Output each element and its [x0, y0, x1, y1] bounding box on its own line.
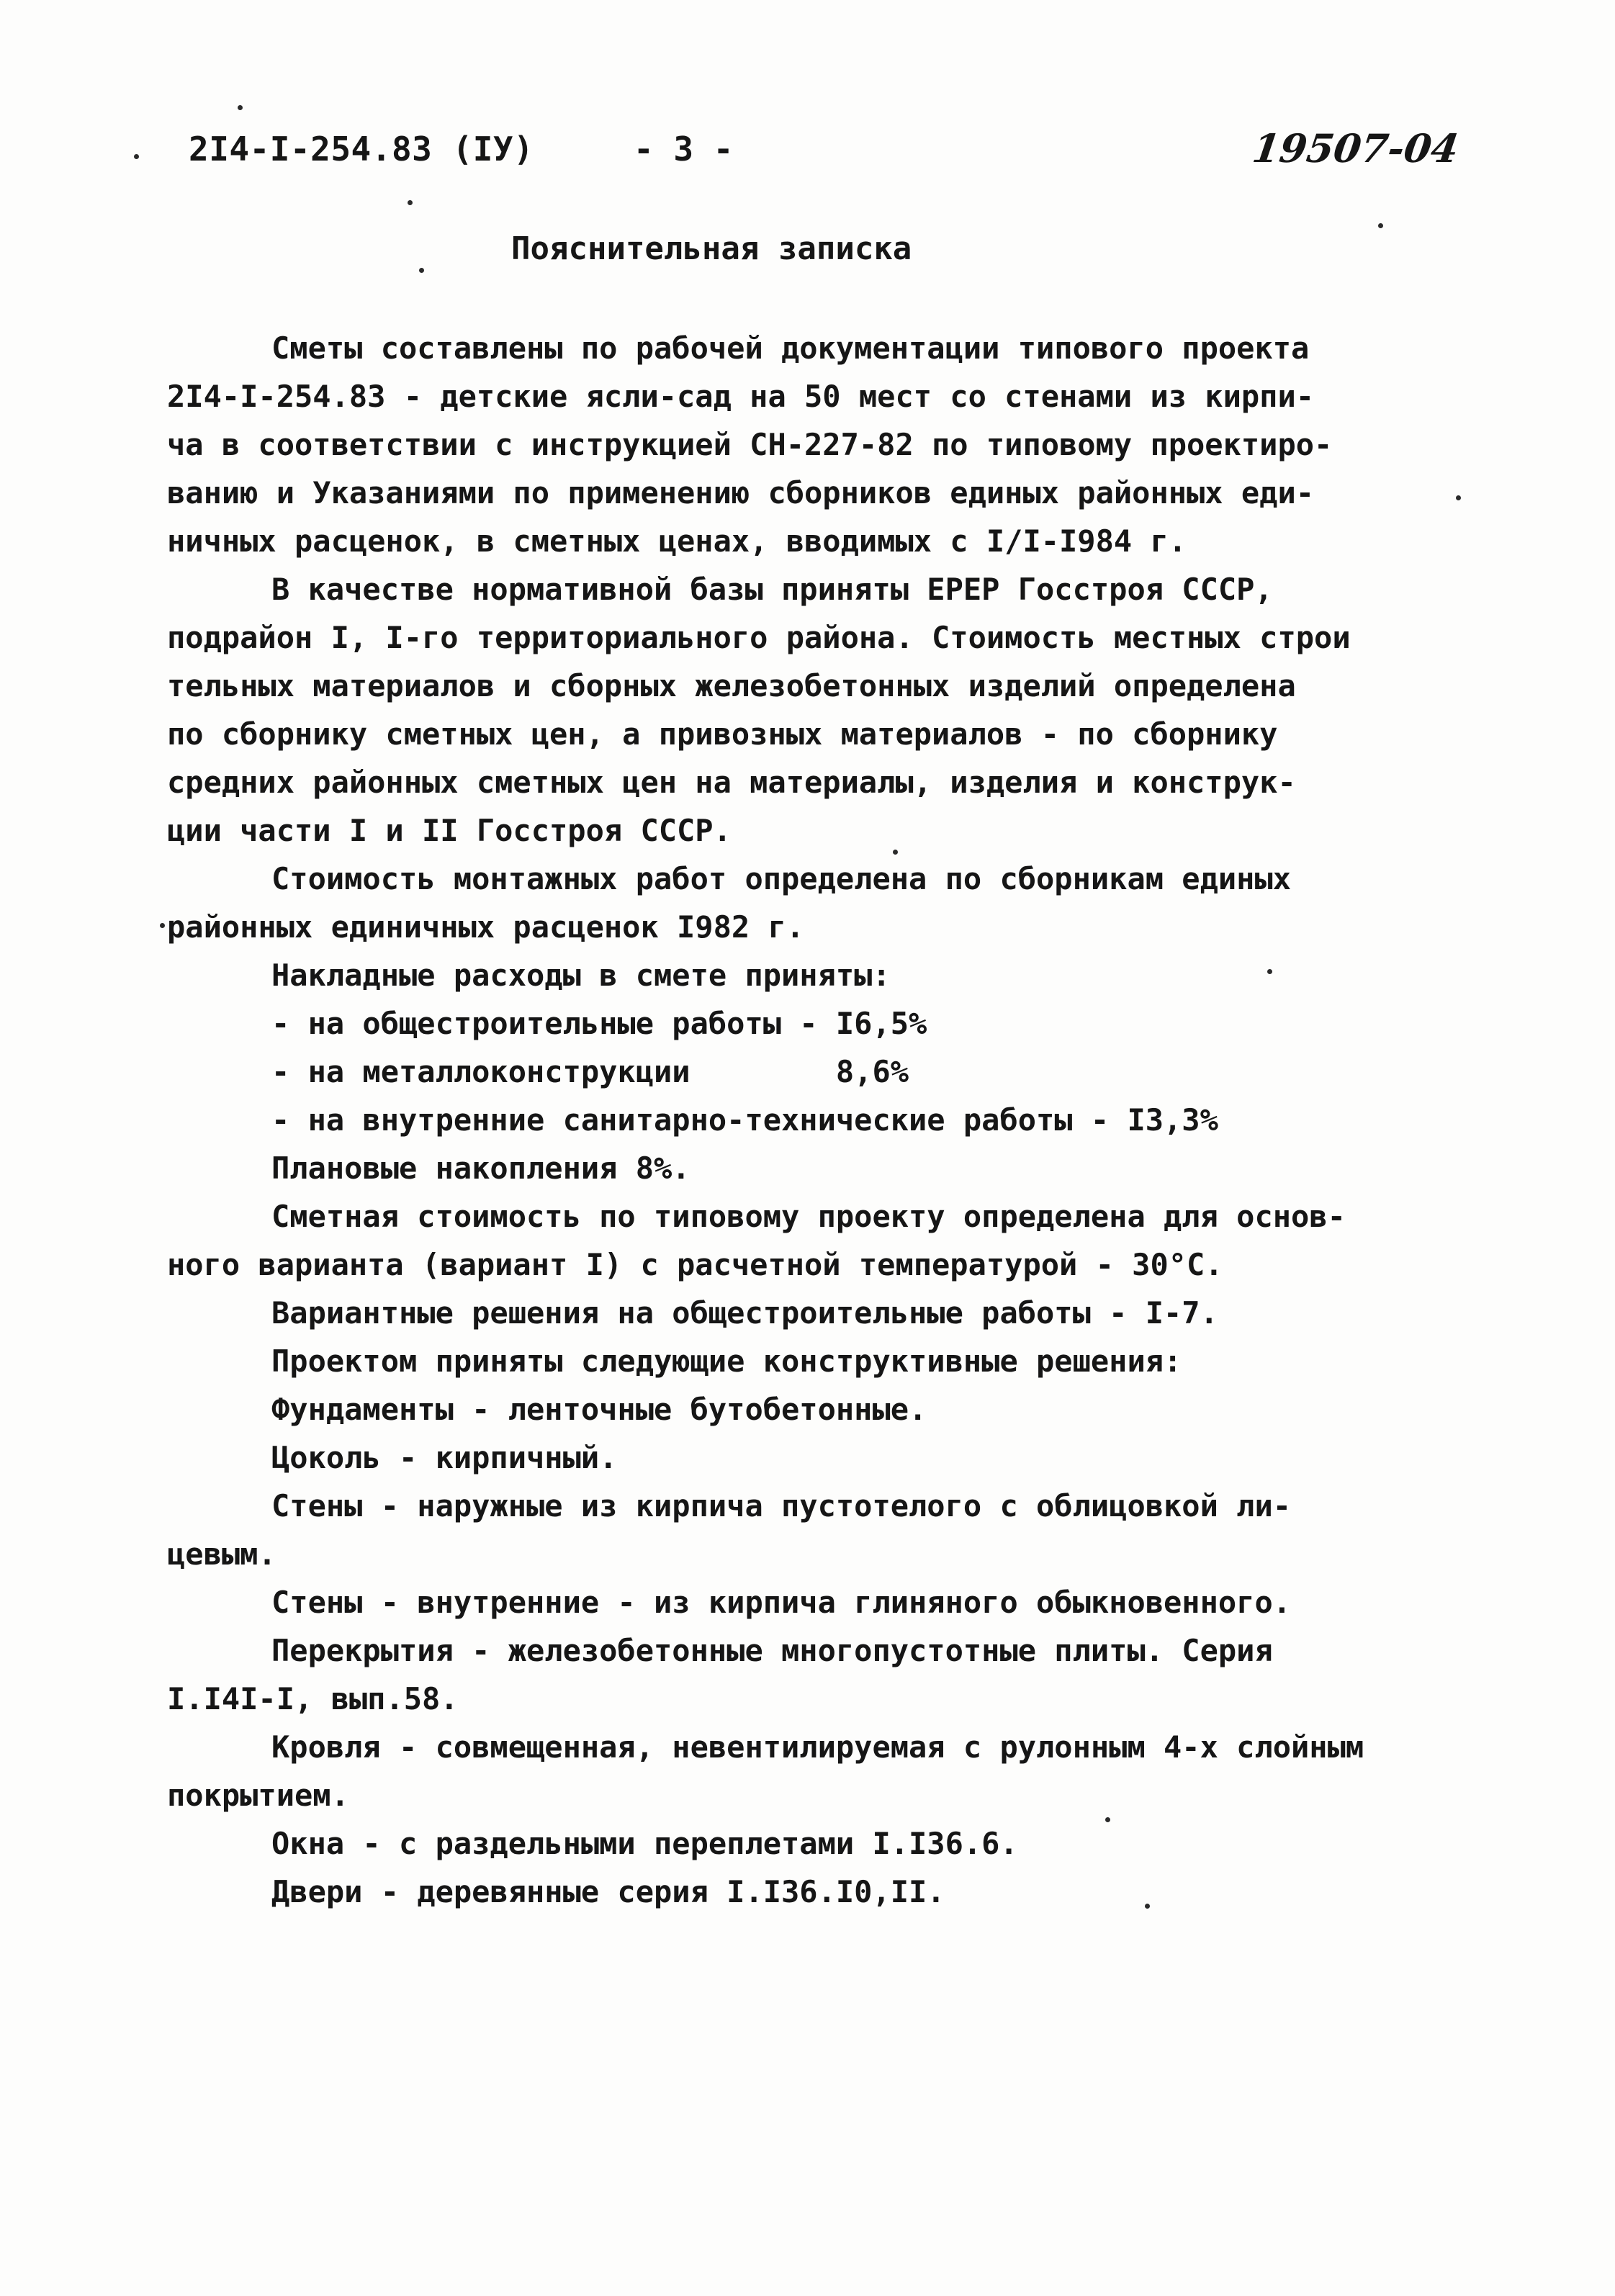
page-number: - 3 -	[634, 130, 734, 168]
scan-speck	[238, 105, 243, 110]
text-line: цевым.	[167, 1536, 276, 1572]
text-line: ничных расценок, в сметных ценах, вводимых с I/I-I984 г.	[167, 523, 1187, 559]
text-line: Стоимость монтажных работ определена по сборникам единых	[271, 861, 1292, 896]
text-line: Двери - деревянные серия I.I36.I0,II.	[271, 1874, 945, 1909]
text-line: ванию и Указаниями по применению сборников единых районных еди-	[167, 475, 1315, 510]
scan-speck	[408, 200, 413, 205]
text-line: 2I4-I-254.83 - детские ясли-сад на 50 мест со стенами из кирпи-	[167, 379, 1315, 414]
scan-speck	[1145, 1904, 1150, 1909]
text-line: по сборнику сметных цен, а привозных материалов - по сборнику	[167, 716, 1278, 752]
scan-speck	[1378, 223, 1383, 228]
text-line: подрайон I, I-го территориального района. Стоимость местных строи	[167, 620, 1351, 655]
text-line: Окна - с раздельными переплетами I.I36.6.	[271, 1826, 1018, 1861]
handwritten-archive-number: 19507-04	[1249, 125, 1462, 171]
scan-speck	[160, 923, 165, 928]
text-line: - на внутренние санитарно-технические работы - I3,3%	[271, 1102, 1218, 1138]
text-line: - на металлоконструкции 8,6%	[271, 1054, 909, 1089]
text-line: Стены - внутренние - из кирпича глиняного обыкновенного.	[271, 1585, 1292, 1620]
text-line: ции части I и II Госстроя СССР.	[167, 813, 732, 848]
text-line: Сметы составлены по рабочей документации типового проекта	[271, 330, 1310, 366]
text-line: Фундаменты - ленточные бутобетонные.	[271, 1392, 927, 1427]
text-line: ча в соответствии с инструкцией СН-227-82 по типовому проектиро-	[167, 427, 1333, 462]
text-line: - на общестроительные работы - I6,5%	[271, 1006, 927, 1041]
text-line: Проектом приняты следующие конструктивные решения:	[271, 1343, 1182, 1379]
scan-speck	[1267, 969, 1272, 974]
scan-speck	[419, 268, 424, 273]
text-line: ного варианта (вариант I) с расчетной температурой - 30°С.	[167, 1247, 1223, 1282]
text-line: Накладные расходы в смете приняты:	[271, 958, 891, 993]
document-code: 2I4-I-254.83 (IУ)	[189, 130, 534, 168]
text-line: I.I4I-I, вып.58.	[167, 1681, 459, 1716]
text-line: Вариантные решения на общестроительные работы - I-7.	[271, 1295, 1218, 1331]
text-line: В качестве нормативной базы приняты ЕРЕР Госстроя СССР,	[271, 572, 1273, 607]
text-line: районных единичных расценок I982 г.	[167, 909, 805, 945]
explanatory-note-body	[167, 324, 1528, 1916]
text-line: Цоколь - кирпичный.	[271, 1440, 618, 1475]
text-line: Перекрытия - железобетонные многопустотные плиты. Серия	[271, 1633, 1273, 1668]
document-title: Пояснительная записка	[511, 230, 912, 267]
text-line: покрытием.	[167, 1778, 349, 1813]
text-line: Стены - наружные из кирпича пустотелого с облицовкой ли-	[271, 1488, 1292, 1523]
scan-speck	[1105, 1817, 1110, 1822]
scan-speck	[893, 850, 898, 855]
scan-speck	[134, 154, 139, 159]
text-line: средних районных сметных цен на материалы, изделия и конструк-	[167, 765, 1296, 800]
text-line: Плановые накопления 8%.	[271, 1151, 690, 1186]
page-header	[0, 125, 1615, 180]
scan-speck	[1456, 495, 1461, 500]
text-line: тельных материалов и сборных железобетонных изделий определена	[167, 668, 1296, 703]
text-line: Кровля - совмещенная, невентилируемая с рулонным 4-х слойным	[271, 1729, 1364, 1765]
text-line: Сметная стоимость по типовому проекту определена для основ-	[271, 1199, 1346, 1234]
